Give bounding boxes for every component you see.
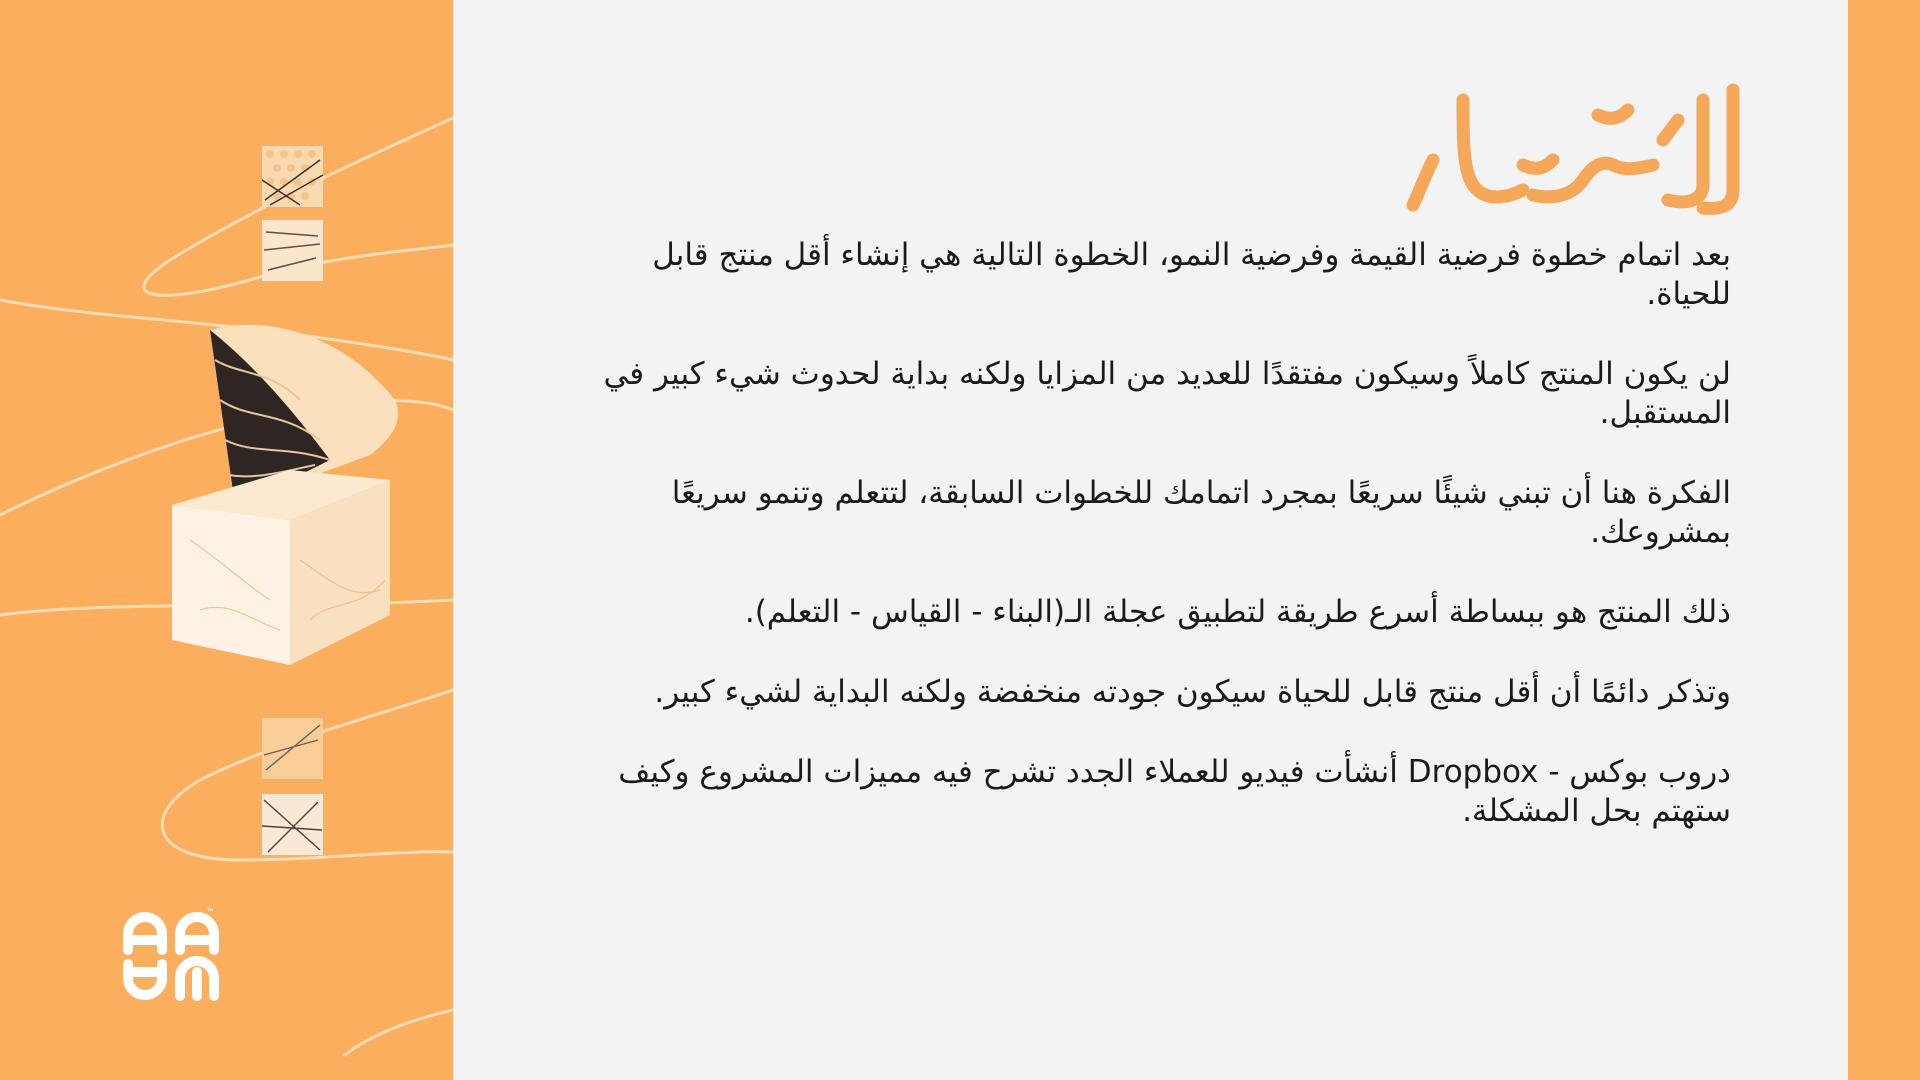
paragraph-2: لن يكون المنتج كاملاً وسيكون مفتقدًا للعديد من المزايا ولكنه بداية لحدوث شيء كبير في المستقبل. [603,356,1731,431]
texture-square-1 [262,146,323,207]
texture-square-2 [262,220,323,281]
texture-square-4 [262,794,323,855]
brand-logo [122,910,222,1002]
title-text: الاختبار [1583,161,1641,185]
trademark-mark: ™ [206,908,215,918]
body-paragraphs [581,236,1731,872]
paragraph-3: الفكرة هنا أن تبني شيئًا سريعًا بمجرد اتمامك للخطوات السابقة، لتتعلم وتنمو سريعًا بمشروعك. [671,475,1731,550]
right-accent-strip [1848,0,1920,1080]
cube-shape [172,470,390,665]
content-area [453,0,1848,1080]
title-brush-lettering [1403,70,1763,240]
left-decorative-panel [0,0,453,1080]
paragraph-1: بعد اتمام خطوة فرضية القيمة وفرضية النمو، الخطوة التالية هي إنشاء أقل منتج قابل للحياة. [652,237,1731,312]
paragraph-4: ذلك المنتج هو ببساطة أسرع طريقة لتطبيق عجلة الـ(البناء - القياس - التعلم). [744,594,1731,630]
texture-square-3 [262,718,323,779]
paragraph-5: وتذكر دائمًا أن أقل منتج قابل للحياة سيكون جودته منخفضة ولكنه البداية لشيء كبير. [654,674,1731,710]
paragraph-6: دروب بوكس - Dropbox أنشأت فيديو للعملاء الجدد تشرح فيه مميزات المشروع وكيف ستهتم بحل المشكلة. [618,754,1731,829]
decorative-illustration [0,0,453,1080]
